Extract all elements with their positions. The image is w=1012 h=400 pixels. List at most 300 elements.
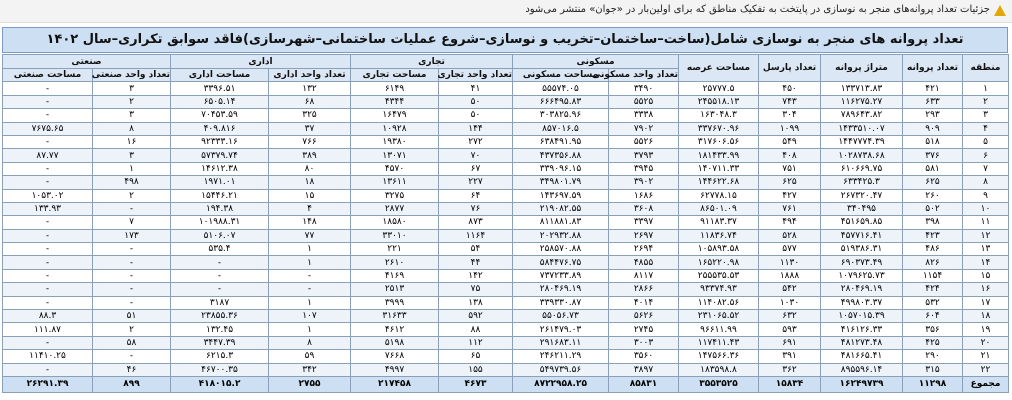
table-cell: ۲۶۰ — [903, 189, 963, 202]
table-cell: ۱۹ — [963, 323, 1009, 336]
table-cell: ۲۳۸۵۵.۳۶ — [171, 310, 269, 323]
table-cell: ۶۳۳۴۲۵.۳ — [821, 176, 903, 189]
table-cell: ۴۰۸ — [759, 149, 821, 162]
table-cell: ۳۹۱ — [759, 350, 821, 363]
table-cell: ۳۹۰۲ — [609, 176, 679, 189]
table-cell: ۳۷۶ — [903, 149, 963, 162]
table-cell: ۴۱ — [439, 82, 513, 95]
table-cell: ۹۰۹ — [903, 122, 963, 135]
table-cell: ۳۴۹۸۰۱.۷۹ — [513, 176, 609, 189]
table-cell: ۲۸۶۶ — [609, 283, 679, 296]
table-cell: ۱۰۵۷۰۱۵.۳۹ — [821, 310, 903, 323]
table-cell: ۸ — [963, 176, 1009, 189]
table-cell: ۲۲۱ — [351, 243, 439, 256]
table-cell: ۹۱۱۸۳.۳۷ — [679, 216, 759, 229]
totals-cell: ۴۱۸۰۱۵.۲ — [171, 376, 269, 392]
table-cell: ۱۸ — [963, 310, 1009, 323]
table-row — [3, 122, 1009, 135]
table-cell: - — [3, 216, 93, 229]
col-com-area: مساحت تجاری — [351, 69, 439, 82]
table-cell: ۱۹۷۱.۰۱ — [171, 176, 269, 189]
table-cell: ۸۸ — [439, 323, 513, 336]
totals-cell: ۸۷۲۲۹۵۸.۲۵ — [513, 376, 609, 392]
table-cell: ۳۱۷۶۰۶.۵۶ — [679, 135, 759, 148]
table-cell: ۷ — [963, 162, 1009, 175]
notice-text: جزئیات تعداد پروانه‌های منجر به نوسازی در پایتخت به تفکیک مناطق که برای اولین‌بار در «جوان» منتشر می‌شود — [525, 4, 990, 15]
table-cell: ۱۴۴ — [439, 122, 513, 135]
table-cell: - — [93, 296, 171, 309]
totals-cell: ۸۵۸۳۱ — [609, 376, 679, 392]
table-cell: ۳۶۰۸ — [609, 202, 679, 215]
table-cell: ۸۷۳ — [439, 216, 513, 229]
table-cell: ۱۱۴۰۸۲.۵۶ — [679, 296, 759, 309]
table-cell: ۹۳۳۷۴.۹۳ — [679, 283, 759, 296]
table-cell: ۵۰ — [439, 109, 513, 122]
table-cell: ۴۲۱ — [903, 82, 963, 95]
table-body — [3, 82, 1009, 377]
table-row — [3, 243, 1009, 256]
table-cell: ۸۱۱۸۸۱.۸۳ — [513, 216, 609, 229]
table-cell: ۶۴ — [439, 189, 513, 202]
table-cell: - — [269, 269, 351, 282]
table-cell: ۱۸۳۵۹۸.۸ — [679, 363, 759, 376]
table-cell: ۷۶۶ — [269, 135, 351, 148]
table-cell: ۱۷۳ — [93, 229, 171, 242]
table-cell: ۱۱۴۱۰.۲۵ — [3, 350, 93, 363]
table-cell: ۱ — [269, 256, 351, 269]
table-row — [3, 95, 1009, 108]
table-cell: ۴۵۷۰ — [351, 162, 439, 175]
table-cell: ۱۱ — [963, 216, 1009, 229]
table-cell: ۳۴۲ — [269, 363, 351, 376]
table-cell: ۸۷.۷۷ — [3, 149, 93, 162]
table-cell: ۱۶ — [963, 283, 1009, 296]
col-region: منطقه — [963, 55, 1009, 82]
table-cell: ۴۲۵ — [903, 336, 963, 349]
table-cell: ۲ — [93, 323, 171, 336]
col-permit-area: متراژ پروانه — [821, 55, 903, 82]
table-cell: ۱ — [269, 323, 351, 336]
col-permit-count: تعداد پروانه — [903, 55, 963, 82]
table-cell: ۵۴۲ — [759, 283, 821, 296]
table-cell: ۷۶۶۸ — [351, 350, 439, 363]
table-cell: ۱۳۶۱۱ — [351, 176, 439, 189]
table-cell: ۴ — [269, 202, 351, 215]
table-cell: ۱۸ — [269, 176, 351, 189]
table-cell: ۶۸ — [269, 95, 351, 108]
table-cell: - — [171, 283, 269, 296]
table-cell: ۱۴۲ — [439, 269, 513, 282]
group-office: اداری — [171, 55, 351, 69]
table-cell: ۳۲۵ — [269, 109, 351, 122]
table-row — [3, 82, 1009, 95]
table-cell: ۱۱۸۳۶.۷۴ — [679, 229, 759, 242]
table-cell: ۷۸۹۶۴۳.۸۲ — [821, 109, 903, 122]
table-cell: ۳۸۹۷ — [609, 363, 679, 376]
table-cell: ۱۸۸۸ — [759, 269, 821, 282]
table-cell: ۳۹۸ — [903, 216, 963, 229]
table-cell: ۳۹۹۹ — [351, 296, 439, 309]
table-cell: ۱۰۷۹۶۲۵.۷۳ — [821, 269, 903, 282]
table-cell: ۲۶۹۷ — [609, 229, 679, 242]
table-cell: ۲۶۷۳۲۰.۴۷ — [821, 189, 903, 202]
table-cell: ۵۹۲ — [439, 310, 513, 323]
table-cell: ۴۸۵۵ — [609, 256, 679, 269]
table-row — [3, 162, 1009, 175]
table-cell: ۳۳۹۶.۵۱ — [171, 82, 269, 95]
table-cell: ۵۷۷ — [759, 243, 821, 256]
table-cell: ۱۴۳۶۹۷.۵۹ — [513, 189, 609, 202]
table-cell: ۱ — [269, 243, 351, 256]
table-cell: ۵۱ — [93, 310, 171, 323]
table-cell: ۲۴۵۵۱۸.۱۳ — [679, 95, 759, 108]
table-row — [3, 310, 1009, 323]
col-ind-area: مساحت صنعتی — [3, 69, 93, 82]
table-cell: ۱۳۳.۹۳ — [3, 202, 93, 215]
table-cell: ۵۱۹۳۸۶.۳۱ — [821, 243, 903, 256]
table-cell: ۶۶۶۴۹۵.۸۳ — [513, 95, 609, 108]
table-cell: ۳۳۰۱۰ — [351, 229, 439, 242]
table-cell: ۱۰۵۳.۰۲ — [3, 189, 93, 202]
table-title-bar — [2, 27, 1008, 53]
table-cell: ۲۸۰۴۶۹.۱۹ — [821, 283, 903, 296]
table-cell: ۲۸۰۴۶۹.۱۹ — [513, 283, 609, 296]
table-cell: ۷۰ — [439, 149, 513, 162]
table-cell: - — [3, 95, 93, 108]
table-cell: ۵۵۵۷۴.۰۵ — [513, 82, 609, 95]
table-cell: ۱۳۸ — [439, 296, 513, 309]
table-cell: - — [93, 256, 171, 269]
table-cell: ۳۵۶۰ — [609, 350, 679, 363]
table-cell: ۴۱۶۱۲۶.۳۳ — [821, 323, 903, 336]
table-cell: ۲۱۹۰۸۲.۵۵ — [513, 202, 609, 215]
table-cell: ۱۶۴۷۹ — [351, 109, 439, 122]
table-cell: - — [93, 350, 171, 363]
table-cell: ۱۱۷۴۱۱.۴۳ — [679, 336, 759, 349]
table-cell: ۵۵۰۵۶.۷۳ — [513, 310, 609, 323]
table-cell: ۲۱ — [963, 350, 1009, 363]
table-cell: ۲ — [963, 95, 1009, 108]
table-cell: ۵ — [963, 135, 1009, 148]
table-cell: ۷۷ — [269, 229, 351, 242]
table-cell: ۳۴۰۴۹۵ — [821, 202, 903, 215]
table-cell: ۷۳۷۲۳۳.۸۹ — [513, 269, 609, 282]
totals-cell: ۸۹۹ — [93, 376, 171, 392]
table-row — [3, 363, 1009, 376]
table-cell: ۳۴۹۰ — [609, 82, 679, 95]
table-cell: ۴۶۱۲ — [351, 323, 439, 336]
table-cell: ۱۱۳۰ — [759, 256, 821, 269]
table-row — [3, 109, 1009, 122]
table-cell: ۲۷۴۵ — [609, 323, 679, 336]
table-cell: ۱۶ — [93, 135, 171, 148]
totals-label: مجموع — [963, 376, 1009, 392]
table-cell: ۱۰۷ — [269, 310, 351, 323]
table-cell: ۱۳۲.۴۵ — [171, 323, 269, 336]
table-cell: ۶۹۱ — [759, 336, 821, 349]
table-cell: ۵۵۲۶ — [609, 135, 679, 148]
table-cell: ۴۵۰ — [759, 82, 821, 95]
table-cell: ۲۶۹۴ — [609, 243, 679, 256]
table-cell: ۱۰۳۰ — [759, 296, 821, 309]
table-cell: ۲۶۱۴۷۹.۰۳ — [513, 323, 609, 336]
table-cell: ۲۹۰ — [903, 350, 963, 363]
table-cell: ۱۰ — [963, 202, 1009, 215]
table-cell: ۲ — [93, 95, 171, 108]
table-cell: ۷۴۳ — [759, 95, 821, 108]
table-cell: - — [3, 135, 93, 148]
table-cell: ۳۷۹۳ — [609, 149, 679, 162]
table-cell: ۱۹۳۸۰ — [351, 135, 439, 148]
table-cell: ۵۳۲ — [903, 296, 963, 309]
table-cell: ۳۳۹۰۹۶.۱۵ — [513, 162, 609, 175]
table-cell: ۱۱۶۴ — [439, 229, 513, 242]
table-cell: ۸۰ — [269, 162, 351, 175]
table-row — [3, 350, 1009, 363]
table-cell: ۱۴۴۷۷۷۴.۳۹ — [821, 135, 903, 148]
table-cell: ۳۱۸۷ — [171, 296, 269, 309]
table-cell: ۴۹۸ — [93, 176, 171, 189]
table-cell: - — [3, 363, 93, 376]
table-cell: ۳۳۷۶۷۰.۹۶ — [679, 122, 759, 135]
table-cell: ۴۸۱۲۷۳.۴۸ — [821, 336, 903, 349]
col-off-units: تعداد واحد اداری — [269, 69, 351, 82]
table-cell: ۶۰۴ — [903, 310, 963, 323]
table-cell: ۵۱۹۸ — [351, 336, 439, 349]
table-cell: ۳۳۳۸ — [609, 109, 679, 122]
table-cell: ۵۳۵.۴ — [171, 243, 269, 256]
group-industrial: صنعتی — [3, 55, 171, 69]
table-cell: ۵۸ — [93, 336, 171, 349]
table-cell: ۷۶۷۵.۶۵ — [3, 122, 93, 135]
table-cell: ۴ — [963, 122, 1009, 135]
table-cell: ۵۹ — [269, 350, 351, 363]
table-cell: ۶ — [963, 149, 1009, 162]
table-cell: ۱۵۴۴۶.۲۱ — [171, 189, 269, 202]
permits-table — [2, 54, 1009, 393]
table-cell: ۸۹۵۵۹۶.۱۴ — [821, 363, 903, 376]
table-cell: ۶۲۵ — [903, 176, 963, 189]
table-cell: ۱۶۳۰۴۸.۳ — [679, 109, 759, 122]
table-row — [3, 269, 1009, 282]
group-residential: مسکونی — [513, 55, 679, 69]
table-cell: ۹۲۳۳۳.۱۶ — [171, 135, 269, 148]
table-cell: ۴۰۹.۸۱۶ — [171, 122, 269, 135]
table-cell: ۴۱۶۹ — [351, 269, 439, 282]
totals-cell: ۲۱۷۴۵۸ — [351, 376, 439, 392]
table-cell: ۱۴۸ — [269, 216, 351, 229]
table-cell: ۴۹۴ — [759, 216, 821, 229]
table-cell: ۳۱۶۳۳ — [351, 310, 439, 323]
table-cell: ۶۱۰۶۶۹.۷۵ — [821, 162, 903, 175]
totals-cell: ۱۵۸۳۴ — [759, 376, 821, 392]
table-row — [3, 135, 1009, 148]
table-cell: ۱۲ — [963, 229, 1009, 242]
table-cell: - — [3, 162, 93, 175]
table-cell: ۵۴۹ — [759, 135, 821, 148]
table-cell: ۸۶۵۰۱.۰۹ — [679, 202, 759, 215]
table-cell: ۹۶۶۱۱.۹۹ — [679, 323, 759, 336]
col-ind-units: تعداد واحد صنعتی — [91, 70, 171, 81]
table-cell: ۱۵ — [269, 189, 351, 202]
table-cell: ۳۰۳۸۲۵.۹۶ — [513, 109, 609, 122]
table-cell: ۵۵۲۵ — [609, 95, 679, 108]
table-cell: ۲ — [93, 189, 171, 202]
table-cell: ۱۵ — [963, 269, 1009, 282]
table-cell: ۲۸۷۷ — [351, 202, 439, 215]
table-row — [3, 229, 1009, 242]
table-cell: ۵۸۴۴۷۶.۷۵ — [513, 256, 609, 269]
table-cell: ۳۳۹۳۳۰.۸۷ — [513, 296, 609, 309]
table-cell: ۲۵۵۵۳۵.۵۳ — [679, 269, 759, 282]
table-cell: ۱۰۲۸۷۳۸.۶۸ — [821, 149, 903, 162]
table-cell: ۷۶۱ — [759, 202, 821, 215]
table-cell: ۳۱۵ — [903, 363, 963, 376]
table-cell: ۸۵۷۰۱۶.۵ — [513, 122, 609, 135]
col-parcel-count: تعداد پارسل — [759, 55, 821, 82]
table-cell: ۱۱۲ — [439, 336, 513, 349]
table-cell: ۲۶۱۰ — [351, 256, 439, 269]
table-cell: ۵۱۰۶.۰۷ — [171, 229, 269, 242]
table-cell: ۴۲۷ — [759, 189, 821, 202]
table-cell: ۱ — [93, 162, 171, 175]
table-row — [3, 216, 1009, 229]
totals-cell: ۱۱۲۹۸ — [903, 376, 963, 392]
table-cell: ۴۳۷۳۵۶.۸۸ — [513, 149, 609, 162]
table-cell: ۵۴ — [439, 243, 513, 256]
totals-cell: ۲۷۵۵ — [269, 376, 351, 392]
table-cell: ۹ — [963, 189, 1009, 202]
table-cell: - — [3, 243, 93, 256]
table-cell: ۳۴۴۷.۳۹ — [171, 336, 269, 349]
table-row — [3, 202, 1009, 215]
table-cell: ۲۳۱۰۶۵.۵۲ — [679, 310, 759, 323]
group-commercial: تجاری — [351, 55, 513, 69]
table-cell: ۱۴۴۶۲۲.۶۸ — [679, 176, 759, 189]
table-cell: ۱ — [963, 82, 1009, 95]
table-row — [3, 323, 1009, 336]
table-cell: ۶۷ — [439, 162, 513, 175]
table-cell: ۱۳۰۷۱ — [351, 149, 439, 162]
table-cell: ۱۸۱۴۳۳.۹۹ — [679, 149, 759, 162]
table-cell: ۱۱۵۴ — [903, 269, 963, 282]
table-cell: ۲۲۷ — [439, 176, 513, 189]
table-cell: ۸ — [269, 336, 351, 349]
table-cell: ۴۲۳ — [903, 229, 963, 242]
table-cell: ۱۱۱.۸۷ — [3, 323, 93, 336]
table-cell: ۳۶۲ — [759, 363, 821, 376]
table-cell: ۳ — [93, 82, 171, 95]
table-row — [3, 176, 1009, 189]
table-cell: ۶۲۷۷۸.۱۵ — [679, 189, 759, 202]
table-cell: ۲۵۱۳ — [351, 283, 439, 296]
table-cell: ۸۲۶ — [903, 256, 963, 269]
table-cell: ۲۵۸۵۷۰.۸۸ — [513, 243, 609, 256]
table-cell: ۶۹۰۳۷۳.۴۹ — [821, 256, 903, 269]
table-cell: - — [171, 269, 269, 282]
table-cell: ۱۴۶۱۲.۳۸ — [171, 162, 269, 175]
table-cell: ۶۲۵ — [759, 176, 821, 189]
table-cell: ۸۱۱۷ — [609, 269, 679, 282]
table-cell: - — [3, 109, 93, 122]
header-row-groups — [3, 55, 1009, 69]
table-cell: ۱۵۵ — [439, 363, 513, 376]
table-cell: - — [93, 243, 171, 256]
table-cell: ۷۵۱ — [759, 162, 821, 175]
table-cell: ۴۵۱۶۵۹.۸۵ — [821, 216, 903, 229]
table-row — [3, 256, 1009, 269]
table-cell: ۵۰۲ — [903, 202, 963, 215]
table-cell: ۳۲۷۵ — [351, 189, 439, 202]
table-row — [3, 336, 1009, 349]
table-cell: ۲۲ — [963, 363, 1009, 376]
table-cell: ۴۶ — [93, 363, 171, 376]
table-cell: ۱۴۰۷۱۱.۳۳ — [679, 162, 759, 175]
table-cell: ۷۵ — [439, 283, 513, 296]
table-cell: ۵۹۳ — [759, 323, 821, 336]
table-cell: ۴۰۱۴ — [609, 296, 679, 309]
table-cell: ۴۸۱۶۶۵.۴۱ — [821, 350, 903, 363]
table-cell: ۶۳۳ — [903, 95, 963, 108]
table-cell: - — [171, 256, 269, 269]
table-cell: ۴۴ — [439, 256, 513, 269]
table-cell: ۳۰۴ — [759, 109, 821, 122]
totals-cell: ۴۶۷۳ — [439, 376, 513, 392]
table-cell: ۱۴۳۳۵۱۰.۰۷ — [821, 122, 903, 135]
table-cell: ۵۲۸ — [759, 229, 821, 242]
table-cell: ۱۸۵۸۰ — [351, 216, 439, 229]
table-cell: ۶۳۸۴۹۱.۹۵ — [513, 135, 609, 148]
col-off-area: مساحت اداری — [171, 69, 269, 82]
table-cell: ۳۷ — [269, 122, 351, 135]
table-cell: - — [3, 82, 93, 95]
table-cell: ۳۹۴۵ — [609, 162, 679, 175]
table-cell: ۱۰۹۹ — [759, 122, 821, 135]
table-cell: ۴۲۴ — [903, 283, 963, 296]
col-com-units: تعداد واحد تجاری — [437, 70, 513, 81]
table-cell: ۱۰۱۹۸۸.۳۱ — [171, 216, 269, 229]
table-cell: ۴۹۹۸۰۳.۳۷ — [821, 296, 903, 309]
table-cell: ۱۶۸۶ — [609, 189, 679, 202]
table-cell: - — [93, 202, 171, 215]
table-cell: ۱۱۶۲۷۵.۲۷ — [821, 95, 903, 108]
table-cell: - — [3, 269, 93, 282]
table-cell: ۴۹۹۷ — [351, 363, 439, 376]
table-cell: ۸ — [93, 122, 171, 135]
table-cell: ۱۷ — [963, 296, 1009, 309]
table-cell: ۵۷۳۷۹.۷۴ — [171, 149, 269, 162]
table-cell: ۳ — [93, 109, 171, 122]
table-title: تعداد پروانه های منجر به نوسازی شامل(ساخت–ساختمان–تخریب و نوسازی–شروع عملیات ساختمانی–شهرسازی)فاقد سوابق تکراری–سال ۱۴۰۲ — [46, 32, 964, 47]
table-cell: ۱۶۵۲۲۰.۹۸ — [679, 256, 759, 269]
table-cell: ۸۸.۳ — [3, 310, 93, 323]
table-cell: ۱۰۵۸۹۳.۵۸ — [679, 243, 759, 256]
table-row — [3, 189, 1009, 202]
table-cell: ۴۶۷۰۰.۳۵ — [171, 363, 269, 376]
table-cell: ۵۸۱ — [903, 162, 963, 175]
totals-cell: ۲۶۲۹۱.۳۹ — [3, 376, 93, 392]
table-cell: ۶۳۲ — [759, 310, 821, 323]
table-cell: ۳۰۰۳ — [609, 336, 679, 349]
table-cell: - — [269, 283, 351, 296]
table-cell: ۴۳۴۴ — [351, 95, 439, 108]
table-cell: ۶۵ — [439, 350, 513, 363]
warning-triangle-icon — [994, 5, 1006, 16]
notice-bar — [0, 0, 1012, 23]
totals-row — [3, 376, 1009, 392]
table-cell: ۱۹۴.۳۸ — [171, 202, 269, 215]
col-res-area: مساحت مسکونی — [513, 69, 609, 82]
